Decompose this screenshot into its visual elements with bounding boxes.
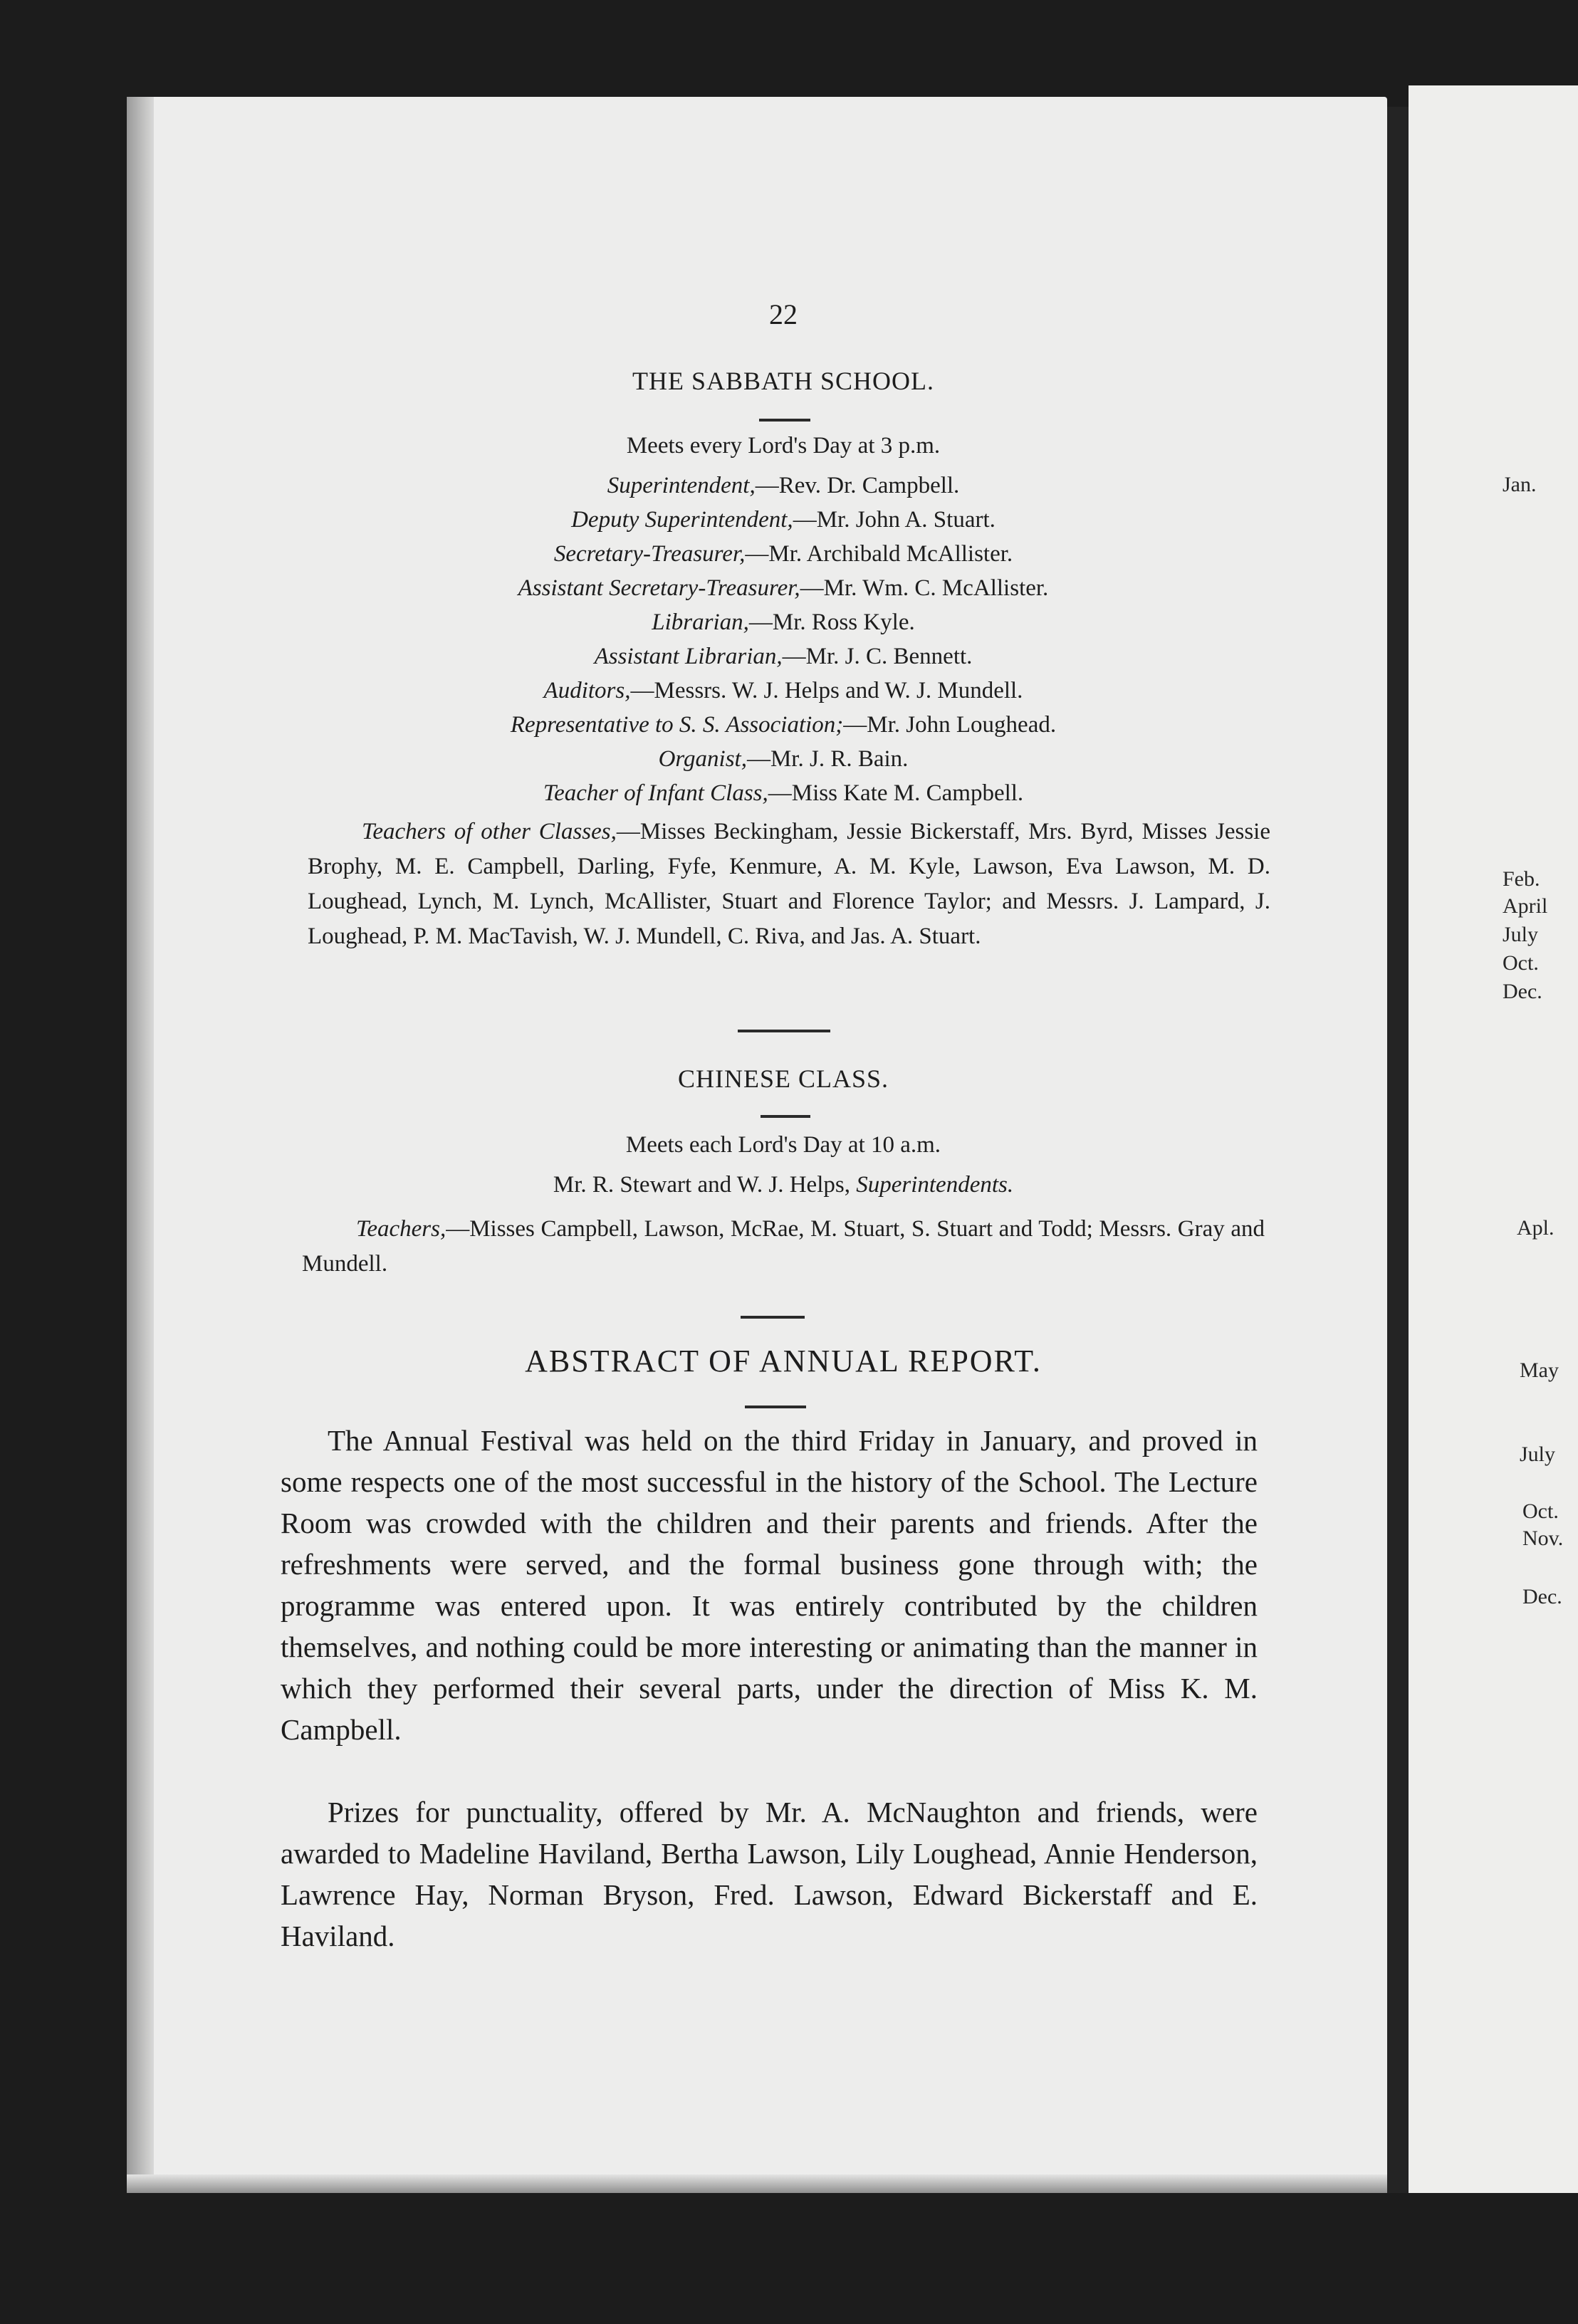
margin-label: Oct. — [1503, 951, 1539, 975]
margin-label: Jan. — [1503, 473, 1537, 496]
report-paragraph: Prizes for punctuality, offered by Mr. A. McNaughton and friends, were awarded to Madeline Haviland, Bertha Lawson, Lily Loughead, Annie Henderson, Lawrence Hay, Norman Bryson, Fred. Lawson, Edward Bickerstaff and E. Haviland. — [281, 1796, 1258, 1952]
officer-role: Librarian, — [652, 609, 749, 635]
teachers-list: —Misses Beckingham, Jessie Bickerstaff, Mrs. Byrd, Misses Jessie Brophy, M. E. Campbell, Darling, Fyfe, Kenmure, A. M. Kyle, Lawson, Eva Lawson, M. D. Loughead, Lynch, M. Lynch, McAllister, Stuart and Florence Taylor; and Messrs. J. Lampard, J. Loughead, P. M. MacTavish, W. J. Mundell, C. Riva, and Jas. A. Stuart. — [308, 819, 1270, 949]
officer-role: Representative to S. S. Association; — [510, 712, 844, 738]
divider — [745, 1406, 806, 1408]
margin-label: Dec. — [1503, 980, 1542, 1003]
margin-label: Nov. — [1522, 1527, 1564, 1550]
officer-line — [292, 678, 1275, 704]
facing-page — [1409, 85, 1578, 2193]
sabbath-teachers-paragraph — [308, 815, 1270, 954]
officer-name: —Mr. J. R. Bain. — [746, 746, 909, 772]
book-gutter — [1387, 107, 1409, 2193]
abstract-heading: ABSTRACT OF ANNUAL REPORT. — [525, 1344, 1042, 1378]
officer-line — [292, 746, 1275, 773]
sabbath-school-heading: THE SABBATH SCHOOL. — [632, 367, 935, 395]
page-number: 22 — [769, 298, 798, 330]
officer-role: Auditors, — [543, 678, 631, 703]
margin-label: Oct. — [1522, 1499, 1559, 1523]
divider — [761, 1115, 810, 1118]
officer-name: —Miss Kate M. Campbell. — [768, 780, 1024, 806]
chinese-superintendents — [292, 1172, 1275, 1198]
divider — [741, 1316, 805, 1319]
officer-role: Superintendent, — [607, 473, 756, 498]
officer-line — [292, 609, 1275, 636]
chinese-teachers-paragraph — [302, 1212, 1265, 1282]
margin-label: July — [1503, 923, 1539, 946]
officer-line — [292, 507, 1275, 533]
officer-line — [292, 644, 1275, 670]
officer-name: —Mr. John Loughead. — [843, 712, 1057, 738]
officer-name: —Mr. J. C. Bennett. — [782, 644, 973, 669]
superintendents-label: Superintendents. — [856, 1172, 1014, 1198]
officer-role: Assistant Secretary-Treasurer, — [518, 575, 800, 601]
margin-label: July — [1520, 1443, 1556, 1466]
chinese-meeting-time: Meets each Lord's Day at 10 a.m. — [625, 1132, 941, 1158]
officer-role: Secretary-Treasurer, — [553, 541, 746, 567]
margin-label: April — [1503, 894, 1548, 918]
officer-line — [292, 575, 1275, 602]
sabbath-meeting-time: Meets every Lord's Day at 3 p.m. — [626, 433, 941, 459]
margin-label: Feb. — [1503, 867, 1540, 891]
officer-role: Organist, — [658, 746, 747, 772]
divider — [759, 419, 810, 422]
officer-line — [292, 712, 1275, 738]
teachers-role: Teachers of other Classes, — [362, 819, 617, 844]
officer-name: —Mr. Archibald McAllister. — [745, 541, 1013, 567]
report-paragraph: The Annual Festival was held on the third Friday in January, and proved in some respects one of the most successful in the history of the School. The Lecture Room was crowded with the children and their parents and friends. After the refreshments were served, and the formal business gone through with; the programme was entered upon. It was entirely contributed by the children themselves, and nothing could be more interesting or animating than the manner in which they performed their several parts, under the direction of Miss K. M. Campbell. — [281, 1424, 1258, 1746]
divider — [738, 1030, 830, 1032]
margin-label: Apl. — [1517, 1216, 1555, 1240]
chinese-class-heading: CHINESE CLASS. — [677, 1064, 889, 1093]
superintendent-names: Mr. R. Stewart and W. J. Helps, — [553, 1172, 857, 1198]
officer-name: —Mr. Wm. C. McAllister. — [800, 575, 1049, 601]
officer-role: Deputy Superintendent, — [571, 507, 793, 533]
officer-line — [292, 541, 1275, 567]
officer-line — [292, 473, 1275, 499]
teachers-role: Teachers, — [356, 1216, 446, 1242]
officer-name: —Rev. Dr. Campbell. — [755, 473, 960, 498]
officer-role: Assistant Librarian, — [594, 644, 783, 669]
margin-label: May — [1520, 1359, 1559, 1382]
officer-line — [292, 780, 1275, 807]
margin-label: Dec. — [1522, 1585, 1562, 1608]
officer-name: —Mr. John A. Stuart. — [793, 507, 996, 533]
officer-name: —Mr. Ross Kyle. — [748, 609, 915, 635]
teachers-list: —Misses Campbell, Lawson, McRae, M. Stuart, S. Stuart and Todd; Messrs. Gray and Mundell. — [302, 1216, 1265, 1277]
officer-name: —Messrs. W. J. Helps and W. J. Mundell. — [630, 678, 1023, 703]
officer-role: Teacher of Infant Class, — [543, 780, 768, 806]
